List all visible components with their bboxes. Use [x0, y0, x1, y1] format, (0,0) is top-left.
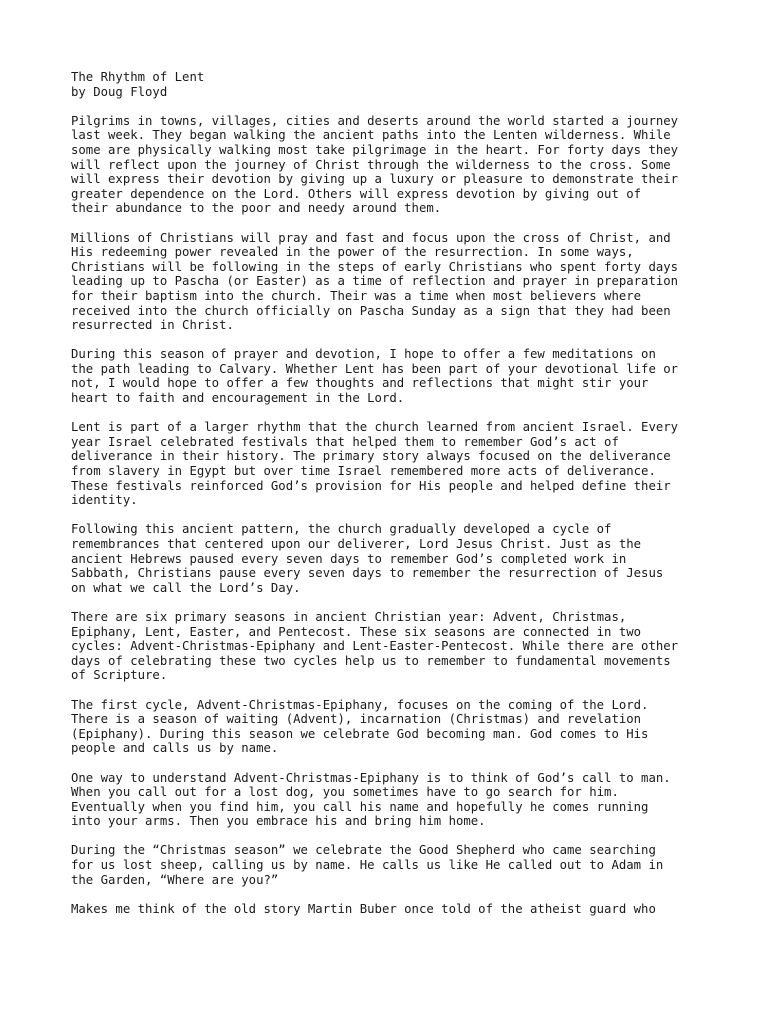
paragraph-line: days of celebrating these two cycles help us to remember to fundamental movements: [71, 653, 671, 668]
paragraph-line: remembrances that centered upon our deliverer, Lord Jesus Christ. Just as the: [71, 537, 642, 551]
paragraph-line: received into the church officially on Pascha Sunday as a sign that they had been: [71, 303, 671, 318]
paragraph-line: deliverance in their history. The primary story always focused on the deliverance: [71, 449, 671, 464]
paragraph-line: Sabbath, Christians pause every seven days to remember the resurrection of Jesus: [71, 566, 664, 581]
paragraph-line: cycles: Advent-Christmas-Epiphany and Lent-Easter-Pentecost. While there are other: [71, 639, 679, 654]
paragraph-line: One way to understand Advent-Christmas-Epiphany is to think of God’s call to man.: [71, 770, 671, 785]
paragraph: [71, 771, 721, 829]
paragraph-line: His redeeming power revealed in the power of the resurrection. In some ways,: [71, 245, 634, 260]
paragraph-line: for their baptism into the church. Their was a time when most believers where: [71, 288, 642, 303]
paragraph: [71, 420, 721, 508]
paragraph-line: into your arms. Then you embrace his and bring him home.: [71, 814, 486, 829]
paragraph-line: Millions of Christians will pray and fast and focus upon the cross of Christ, and: [71, 230, 671, 245]
paragraph-line: from slavery in Egypt but over time Israel remembered more acts of deliverance.: [71, 464, 656, 479]
paragraph-line: Pilgrims in towns, villages, cities and deserts around the world started a journey: [71, 113, 679, 128]
document-title: The Rhythm of Lent: [71, 70, 205, 84]
document-byline: by Doug Floyd: [71, 84, 168, 99]
paragraph-line: (Epiphany). During this season we celebrate God becoming man. God comes to His: [71, 726, 649, 741]
paragraph-line: When you call out for a lost dog, you sometimes have to go search for him.: [71, 785, 619, 800]
paragraph-line: Christians will be following in the steps of early Christians who spent forty days: [71, 259, 679, 274]
paragraph-line: heart to faith and encouragement in the Lord.: [71, 391, 405, 406]
paragraph-line: some are physically walking most take pilgrimage in the heart. For forty days they: [71, 142, 679, 157]
paragraph-line: identity.: [71, 493, 138, 508]
paragraph-line: Epiphany, Lent, Easter, and Pentecost. These six seasons are connected in two: [71, 624, 642, 639]
paragraph: [71, 522, 721, 595]
paragraph-line: will express their devotion by giving up a luxury or pleasure to demonstrate their: [71, 172, 679, 187]
paragraph: [71, 902, 721, 917]
paragraph-line: on what we call the Lord’s Day.: [71, 580, 301, 595]
paragraph-line: year Israel celebrated festivals that helped them to remember God’s act of: [71, 434, 619, 449]
document-page: [71, 70, 721, 931]
paragraph-line: their abundance to the poor and needy around them.: [71, 201, 442, 216]
paragraph: [71, 347, 721, 405]
paragraph-line: ancient Hebrews paused every seven days to remember God’s completed work in: [71, 551, 627, 566]
paragraph-line: leading up to Pascha (or Easter) as a time of reflection and prayer in preparation: [71, 274, 679, 289]
paragraph-line: for us lost sheep, calling us by name. He calls us like He called out to Adam in: [71, 858, 664, 873]
document-header: [71, 70, 721, 99]
paragraph-line: people and calls us by name.: [71, 741, 279, 756]
paragraph-line: of Scripture.: [71, 668, 168, 683]
paragraph-line: will reflect upon the journey of Christ through the wilderness to the cross. Some: [71, 157, 671, 172]
paragraph-line: Lent is part of a larger rhythm that the church learned from ancient Israel. Every: [71, 420, 679, 435]
paragraph-line: Eventually when you find him, you call his name and hopefully he comes running: [71, 799, 649, 814]
paragraph-line: the path leading to Calvary. Whether Lent has been part of your devotional life or: [71, 361, 679, 376]
paragraph-line: last week. They began walking the ancient paths into the Lenten wilderness. While: [71, 128, 671, 143]
paragraph-line: There is a season of waiting (Advent), incarnation (Christmas) and revelation: [71, 712, 642, 727]
paragraph-line: The first cycle, Advent-Christmas-Epiphany, focuses on the coming of the Lord.: [71, 697, 649, 712]
paragraph-line: not, I would hope to offer a few thoughts and reflections that might stir your: [71, 376, 649, 391]
paragraph-line: greater dependence on the Lord. Others will express devotion by giving out of: [71, 186, 642, 201]
paragraph: [71, 698, 721, 756]
paragraph-line: Following this ancient pattern, the church gradually developed a cycle of: [71, 522, 612, 537]
paragraph-line: During this season of prayer and devotion, I hope to offer a few meditations on: [71, 347, 656, 362]
paragraph: [71, 114, 721, 216]
paragraph-line: These festivals reinforced God’s provision for His people and helped define their: [71, 478, 671, 493]
paragraph: [71, 843, 721, 887]
paragraph-line: Makes me think of the old story Martin Buber once told of the atheist guard who: [71, 901, 656, 916]
paragraph-line: resurrected in Christ.: [71, 318, 234, 333]
paragraph-line: the Garden, “Where are you?”: [71, 872, 279, 887]
paragraph: [71, 610, 721, 683]
paragraph-line: During the “Christmas season” we celebrate the Good Shepherd who came searching: [71, 843, 656, 858]
paragraph-line: There are six primary seasons in ancient Christian year: Advent, Christmas,: [71, 609, 627, 624]
paragraph: [71, 231, 721, 333]
